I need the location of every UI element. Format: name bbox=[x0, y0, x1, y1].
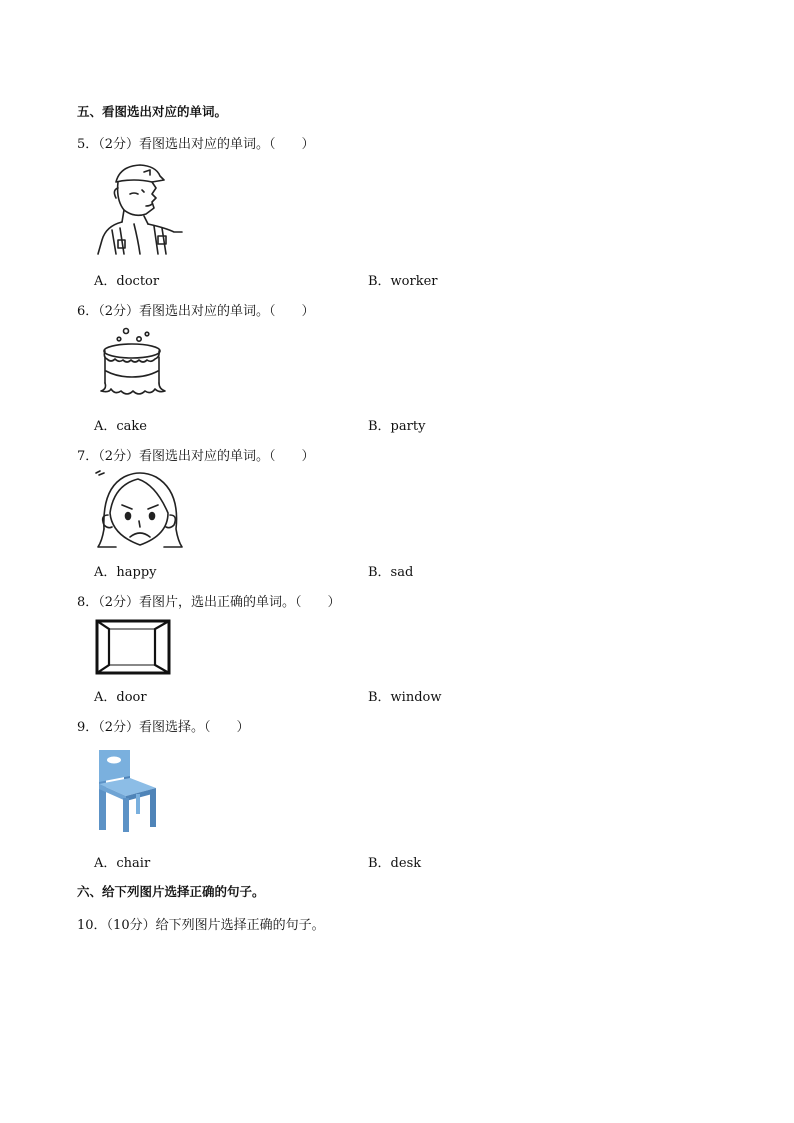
option-b: B．worker bbox=[368, 274, 438, 289]
question-stem: 6．（2分）看图选出对应的单词。（ ） bbox=[77, 304, 315, 319]
option-a: A．door bbox=[94, 690, 147, 705]
window-icon bbox=[95, 619, 171, 675]
option-b: B．window bbox=[368, 690, 442, 705]
cake-icon bbox=[97, 327, 169, 399]
option-b: B．party bbox=[368, 419, 426, 434]
option-b: B．sad bbox=[368, 565, 414, 580]
question-stem: 10．（10分）给下列图片选择正确的句子。 bbox=[77, 918, 325, 933]
question-stem: 5．（2分）看图选出对应的单词。（ ） bbox=[77, 137, 315, 152]
question-stem: 8．（2分）看图片，选出正确的单词。（ ） bbox=[77, 595, 341, 610]
sad-face-icon bbox=[94, 469, 186, 549]
question-stem: 7．（2分）看图选出对应的单词。（ ） bbox=[77, 449, 315, 464]
section-title: 六、给下列图片选择正确的句子。 bbox=[77, 884, 265, 899]
option-b: B．desk bbox=[368, 856, 422, 871]
option-a: A．doctor bbox=[94, 274, 160, 289]
question-stem: 9．（2分）看图选择。（ ） bbox=[77, 720, 250, 735]
section-title: 五、看图选出对应的单词。 bbox=[77, 104, 228, 119]
option-a: A．chair bbox=[94, 856, 151, 871]
worker-icon bbox=[94, 160, 186, 256]
chair-icon bbox=[96, 748, 160, 834]
option-a: A．happy bbox=[94, 565, 157, 580]
option-a: A．cake bbox=[94, 419, 147, 434]
